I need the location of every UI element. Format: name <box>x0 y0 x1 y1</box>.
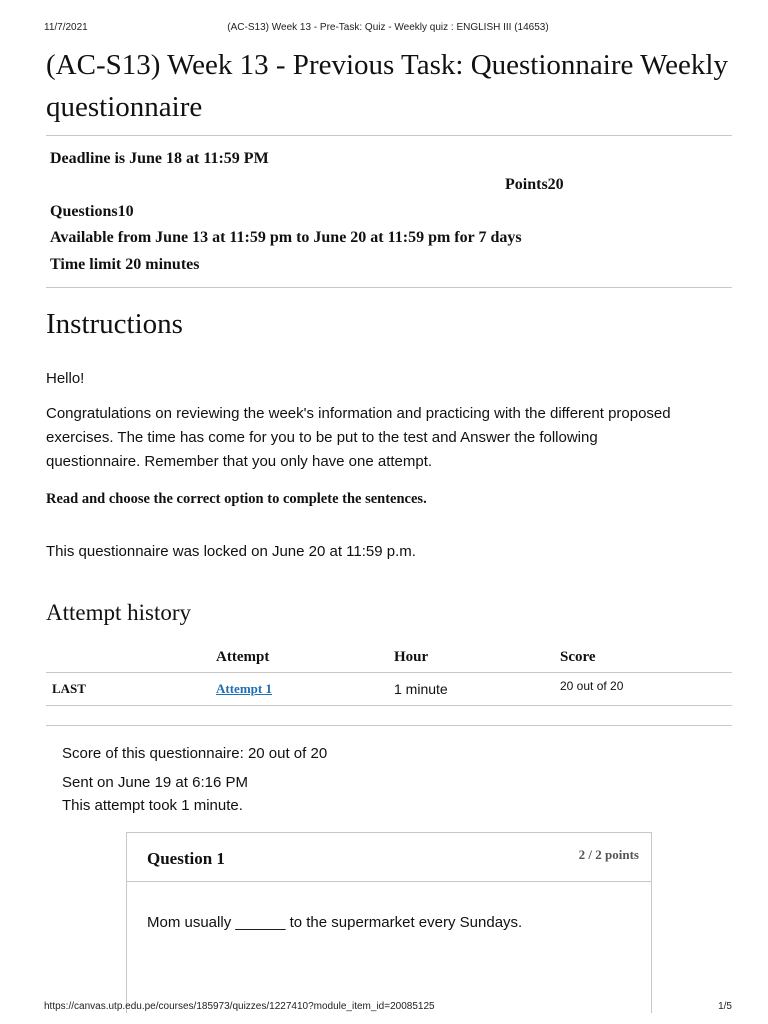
question-text: Mom usually ______ to the supermarket every Sundays. <box>147 914 523 931</box>
deadline-text: Deadline is June 18 at 11:59 PM <box>50 150 269 167</box>
print-date: 11/7/2021 <box>44 22 88 33</box>
locked-notice: This questionnaire was locked on June 20 at 11:59 p.m. <box>46 543 416 560</box>
availability-text: Available from June 13 at 11:59 pm to June 20 at 11:59 pm for 7 days <box>50 229 522 246</box>
questions-text: Questions10 <box>50 203 134 220</box>
greeting-text: Hello! <box>46 370 85 387</box>
quiz-score: Score of this questionnaire: 20 out of 20 <box>62 745 328 762</box>
divider <box>46 135 732 136</box>
divider <box>46 725 732 726</box>
page-title: (AC-S13) Week 13 - Previous Task: Questionnaire Weekly questionnaire <box>46 49 728 123</box>
directive-text: Read and choose the correct option to complete the sentences. <box>46 491 427 507</box>
table-header-row <box>46 642 732 673</box>
print-url: https://canvas.utp.edu.pe/courses/185973/quizzes/1227410?module_item_id=20085125 <box>44 1001 435 1012</box>
page-number: 1/5 <box>718 1001 732 1012</box>
submission-time: Sent on June 19 at 6:16 PM <box>62 774 248 791</box>
attempt-hour: 1 minute <box>388 673 554 706</box>
table-row <box>46 673 732 706</box>
question-header <box>127 833 651 882</box>
column-header-hour: Hour <box>388 642 554 673</box>
question-points: 2 / 2 points <box>578 847 639 862</box>
attempt-history-table <box>46 642 732 706</box>
instructions-heading: Instructions <box>46 308 183 340</box>
time-limit-text: Time limit 20 minutes <box>50 256 200 273</box>
attempt-score: 20 out of 20 <box>554 673 732 706</box>
instructions-body: Congratulations on reviewing the week's information and practicing with the different proposed exercises. The time has come for you to be put to the test and Answer the following questionnaire. Remember that you only have one attempt. <box>46 405 671 470</box>
column-header <box>46 642 210 673</box>
column-header-score: Score <box>554 642 732 673</box>
attempt-link[interactable]: Attempt 1 <box>216 681 272 696</box>
question-title: Question 1 <box>147 849 225 868</box>
attempt-duration: This attempt took 1 minute. <box>62 797 243 814</box>
attempt-history-heading: Attempt history <box>46 600 192 625</box>
print-title: (AC-S13) Week 13 - Pre-Task: Quiz - Weekly quiz : ENGLISH III (14653) <box>227 22 549 33</box>
points-text: Points20 <box>505 176 564 193</box>
attempt-label: LAST <box>46 673 210 706</box>
column-header-attempt: Attempt <box>210 642 388 673</box>
question-card <box>126 832 652 1013</box>
divider <box>46 287 732 288</box>
